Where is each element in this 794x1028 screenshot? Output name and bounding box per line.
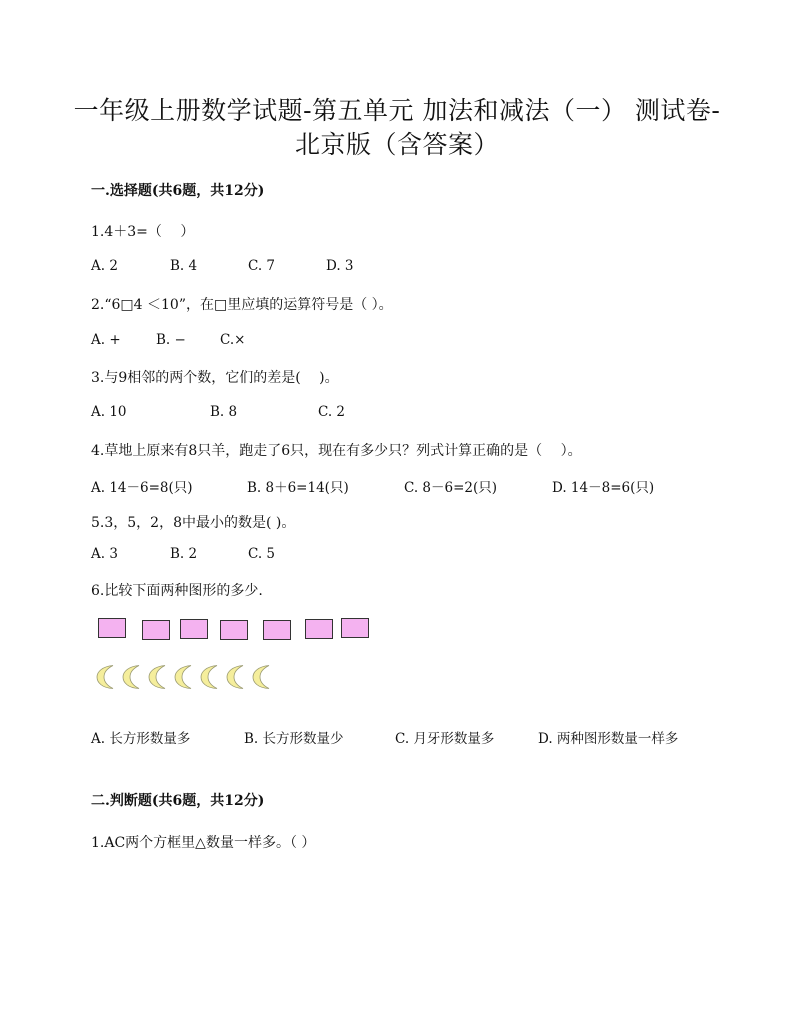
crescent-moon-shape: [200, 664, 222, 690]
section-heading-multiple-choice: 一.选择题(共6题，共12分): [91, 183, 265, 199]
rectangle-shape: [142, 620, 170, 640]
rectangle-shape: [263, 620, 291, 640]
document-title-line-2: 北京版（含答案）: [294, 130, 499, 159]
question-1-option-d: D. 3: [326, 258, 354, 274]
question-3-option-b: B. 8: [210, 404, 238, 420]
crescent-moon-shape: [174, 664, 196, 690]
question-1-option-a: A. 2: [91, 258, 118, 274]
crescent-moon-shape: [122, 664, 144, 690]
question-5-option-c: C. 5: [248, 546, 276, 562]
rectangle-shape: [98, 618, 126, 638]
question-4-option-d: D. 14－8=6(只): [552, 480, 655, 496]
question-1-option-c: C. 7: [248, 258, 276, 274]
question-2-option-a: A. +: [91, 332, 121, 348]
question-4-stem: 4.草地上原来有8只羊，跑走了6只，现在有多少只？列式计算正确的是（ ）。: [91, 443, 582, 459]
question-6-option-a: A. 长方形数量多: [91, 731, 191, 747]
question-3-option-a: A. 10: [91, 404, 127, 420]
question-2-option-c: C.×: [220, 332, 246, 348]
rectangle-shape: [341, 618, 369, 638]
question-5-stem: 5.3，5，2，8中最小的数是( )。: [91, 515, 296, 531]
question-6-option-d: D. 两种图形数量一样多: [538, 731, 679, 747]
rectangle-shape: [220, 620, 248, 640]
question-6-option-b: B. 长方形数量少: [244, 731, 344, 747]
question-5-option-b: B. 2: [170, 546, 198, 562]
question-4-option-c: C. 8－6=2(只): [404, 480, 498, 496]
rectangle-shape: [180, 619, 208, 639]
rectangle-shape: [305, 619, 333, 639]
crescent-moon-shape: [96, 664, 118, 690]
document-title-line-1: 一年级上册数学试题-第五单元 加法和减法（一） 测试卷-: [73, 96, 721, 125]
question-4-option-b: B. 8＋6=14(只): [247, 480, 349, 496]
crescent-moon-shape: [252, 664, 274, 690]
crescent-moon-shape: [148, 664, 170, 690]
question-1-option-b: B. 4: [170, 258, 198, 274]
question-3-stem: 3.与9相邻的两个数，它们的差是( )。: [91, 370, 339, 386]
question-5-option-a: A. 3: [91, 546, 118, 562]
crescent-moon-shape: [226, 664, 248, 690]
question-3-option-c: C. 2: [318, 404, 346, 420]
question-4-option-a: A. 14－6=8(只): [91, 480, 193, 496]
question-6-stem: 6.比较下面两种图形的多少.: [91, 583, 263, 599]
question-2-stem: 2.“6□4 ＜10”，在□里应填的运算符号是（ ）。: [91, 297, 393, 313]
question-6-option-c: C. 月牙形数量多: [395, 731, 495, 747]
question-2-option-b: B. −: [156, 332, 186, 348]
true-false-question-1-stem: 1.AC两个方框里△数量一样多。（ ）: [91, 835, 316, 851]
question-1-stem: 1.4＋3=（ ）: [91, 224, 195, 240]
section-heading-true-false: 二.判断题(共6题，共12分): [91, 793, 265, 809]
